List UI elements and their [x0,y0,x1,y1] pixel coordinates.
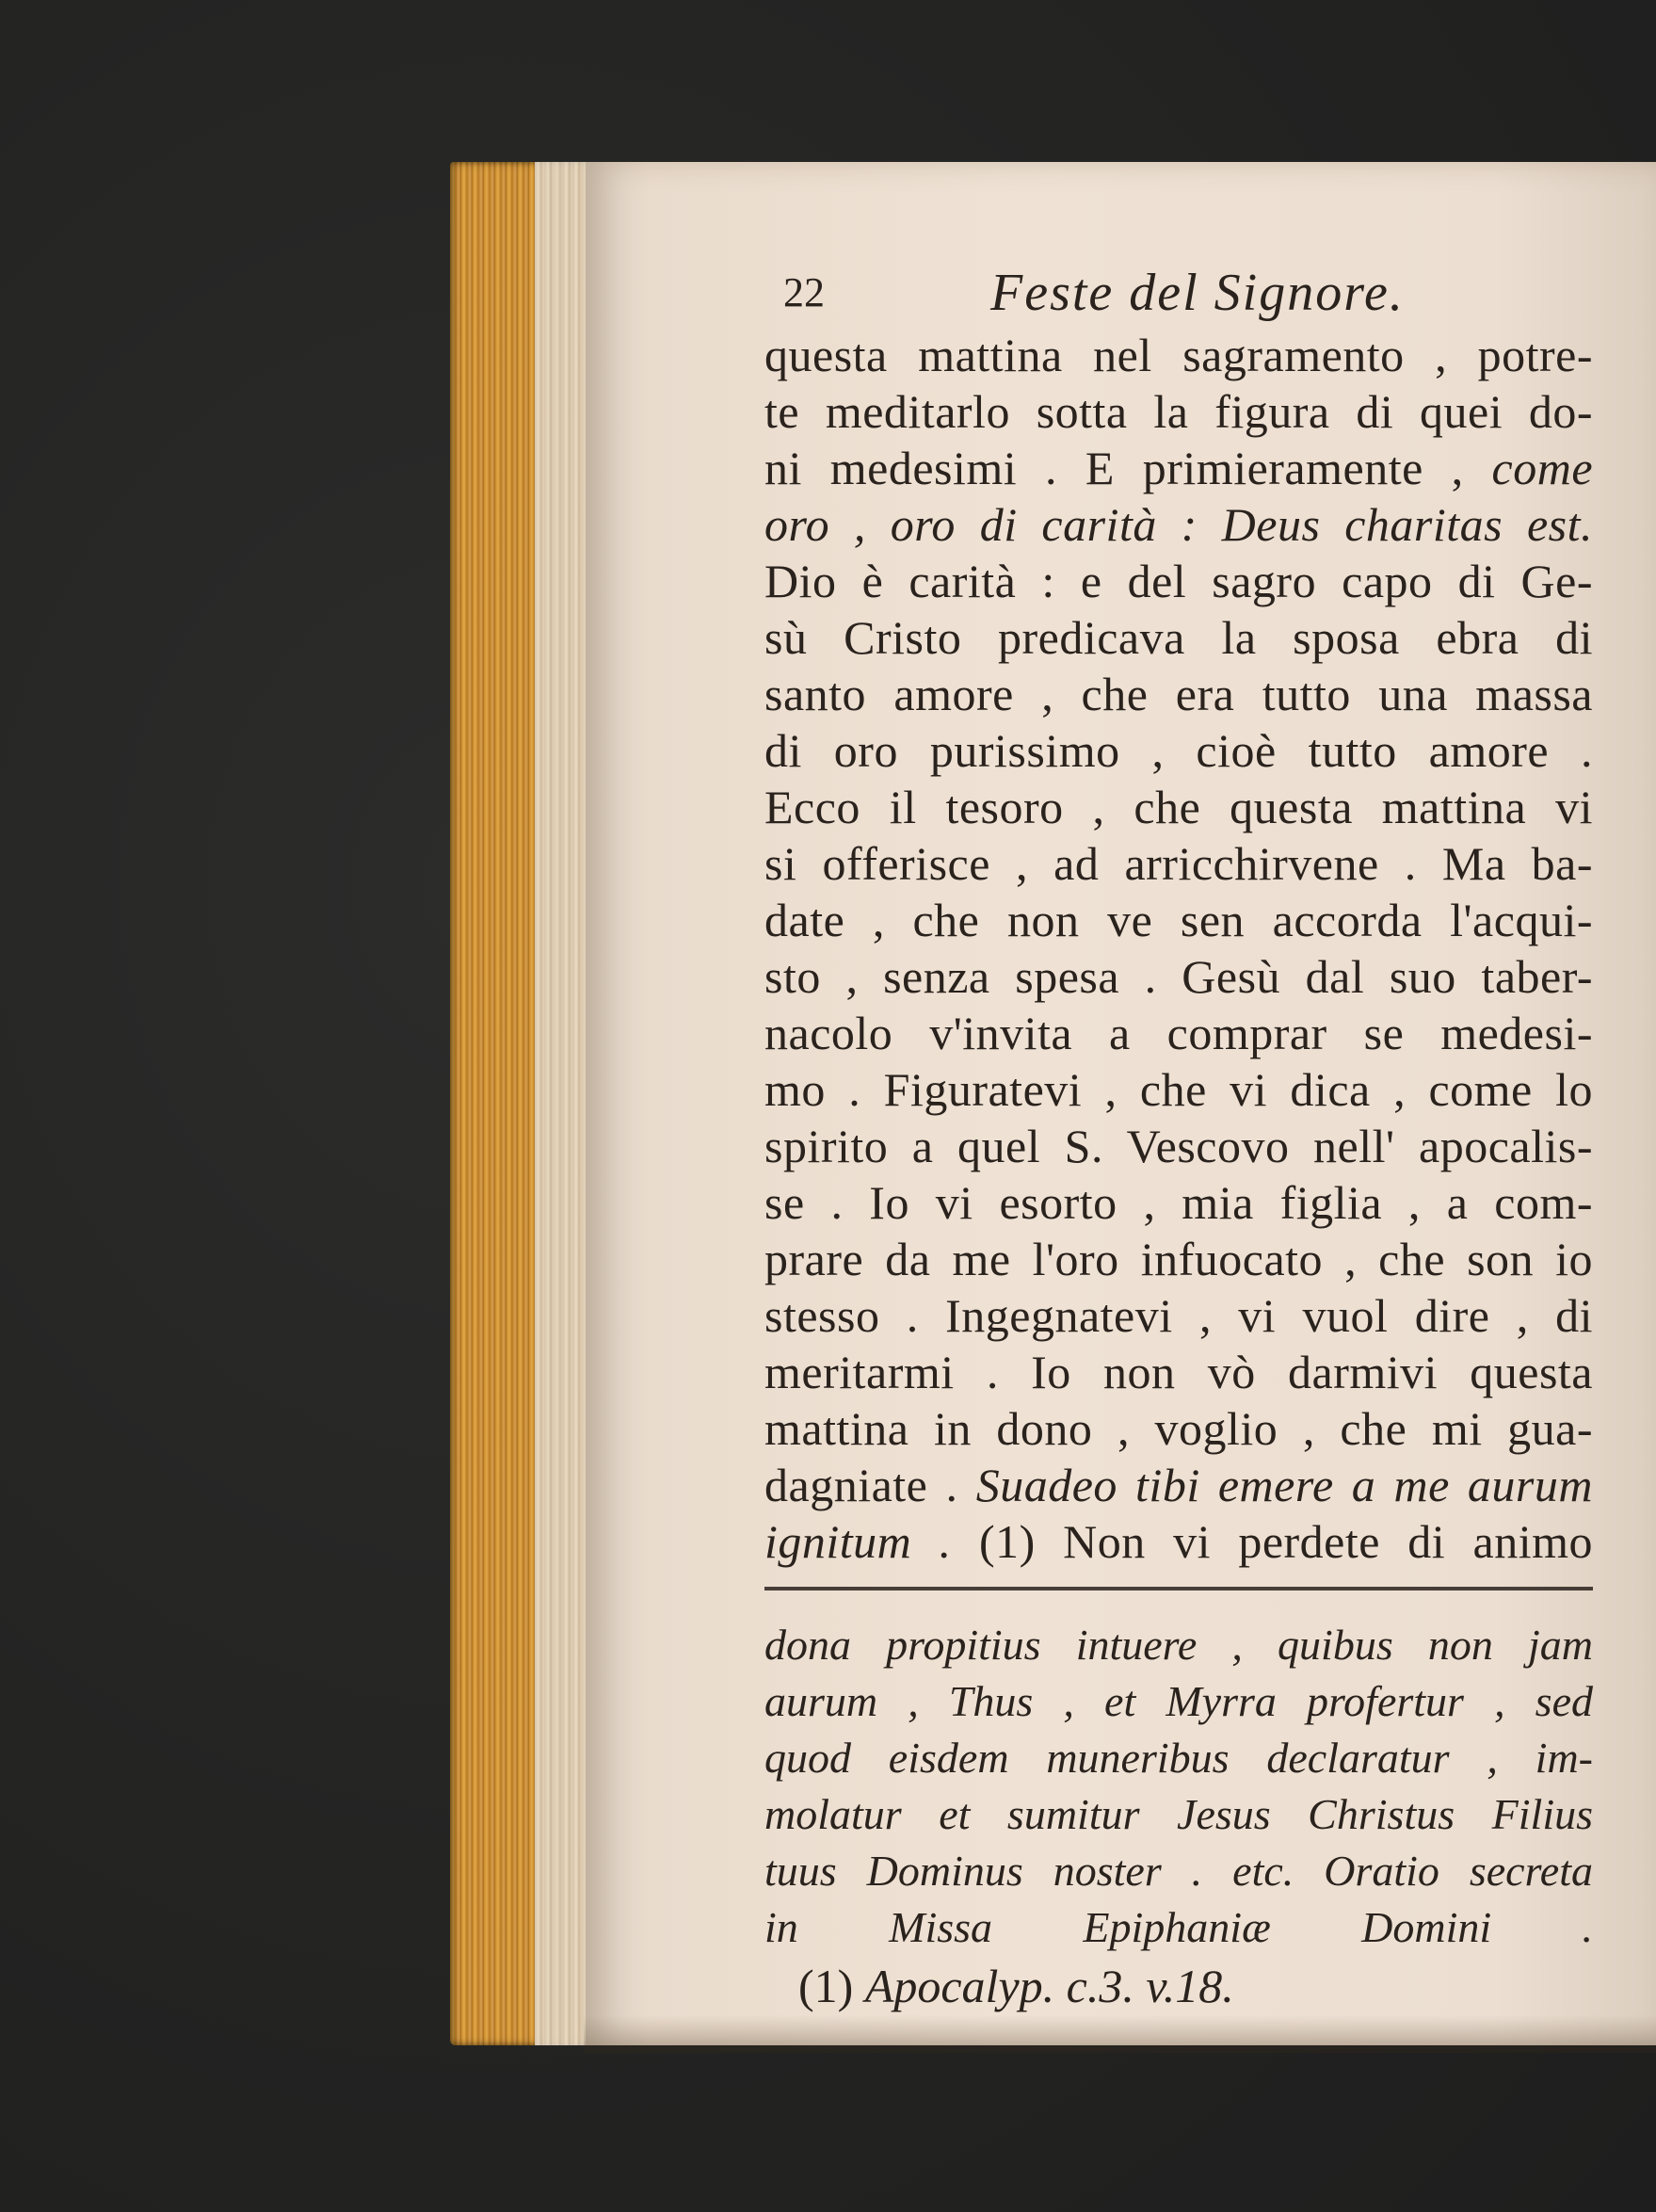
body-line: si offerisce , ad arricchirvene . Ma ba- [764,837,1593,890]
note-line: molatur et sumitur Jesus Christus Filius [764,1790,1593,1838]
body-line: stesso . Ingegnatevi , vi vuol dire , di [764,1289,1593,1342]
body-line: meritarmi . Io non vò darmivi questa [764,1346,1593,1398]
italic-fragment: Suadeo tibi emere a me aurum [975,1459,1593,1511]
footnote-citation: Apocalyp. c.3. v.18. [864,1960,1234,2012]
body-line-text: ni medesimi . E primieramente , [764,442,1464,494]
note-line: tuus Dominus noster . etc. Oratio secreta [764,1847,1593,1895]
footnote-rule [764,1587,1593,1596]
body-line: sto , senza spesa . Gesù dal suo taber- [764,950,1593,1003]
body-line: sù Cristo predicava la sposa ebra di [764,611,1593,664]
body-text [764,327,1593,1570]
body-line: santo amore , che era tutto una massa [764,668,1593,720]
page-number: 22 [783,269,825,315]
body-line: di oro purissimo , cioè tutto amore . [764,724,1593,777]
body-line: te meditarlo sotta la figura di quei do- [764,385,1593,438]
footnote-block [764,1617,1593,2016]
body-line: questa mattina nel sagramento , potre- [764,329,1593,381]
body-line: Dio è carità : e del sagro capo di Ge- [764,555,1593,607]
note-line: aurum , Thus , et Myrra profertur , sed [764,1677,1593,1725]
body-line [764,496,1593,553]
note-line: quod eisdem muneribus declaratur , im- [764,1734,1593,1782]
body-line-text: (1) Non vi perdete di animo [978,1515,1593,1568]
body-line: prare da me l'oro infuocato , che son io [764,1233,1593,1285]
body-line [764,1513,1593,1570]
italic-line: oro , oro di carità : Deus charitas est. [764,498,1593,551]
note-line: dona propitius intuere , quibus non jam [764,1621,1593,1669]
body-line: Ecco il tesoro , che questa mattina vi [764,781,1593,833]
running-head [764,264,1593,327]
footnote-reference [764,1956,1593,2016]
body-line: mattina in dono , voglio , che mi gua- [764,1402,1593,1455]
running-title: Feste del Signore. [990,264,1405,322]
footnote-marker: (1) [798,1960,854,2012]
page-text-block [764,264,1594,2016]
page-bottom-shadow [584,2015,1656,2053]
italic-fragment: come [1491,442,1594,494]
body-line-text: dagniate . [764,1459,958,1511]
body-line: spirito a quel S. Vescovo nell' apocalis- [764,1120,1593,1172]
body-line [764,1457,1593,1513]
body-line: se . Io vi esorto , mia figlia , a com- [764,1176,1593,1229]
gilded-page-edges [450,162,601,2045]
body-line: nacolo v'invita a comprar se medesi- [764,1007,1593,1059]
body-line: mo . Figuratevi , che vi dica , come lo [764,1063,1593,1116]
italic-fragment: ignitum . [764,1515,952,1568]
body-line [764,440,1593,496]
body-line: date , che non ve sen accorda l'acqui- [764,894,1593,946]
note-line: in Missa Epiphaniæ Domini . [764,1903,1593,1951]
